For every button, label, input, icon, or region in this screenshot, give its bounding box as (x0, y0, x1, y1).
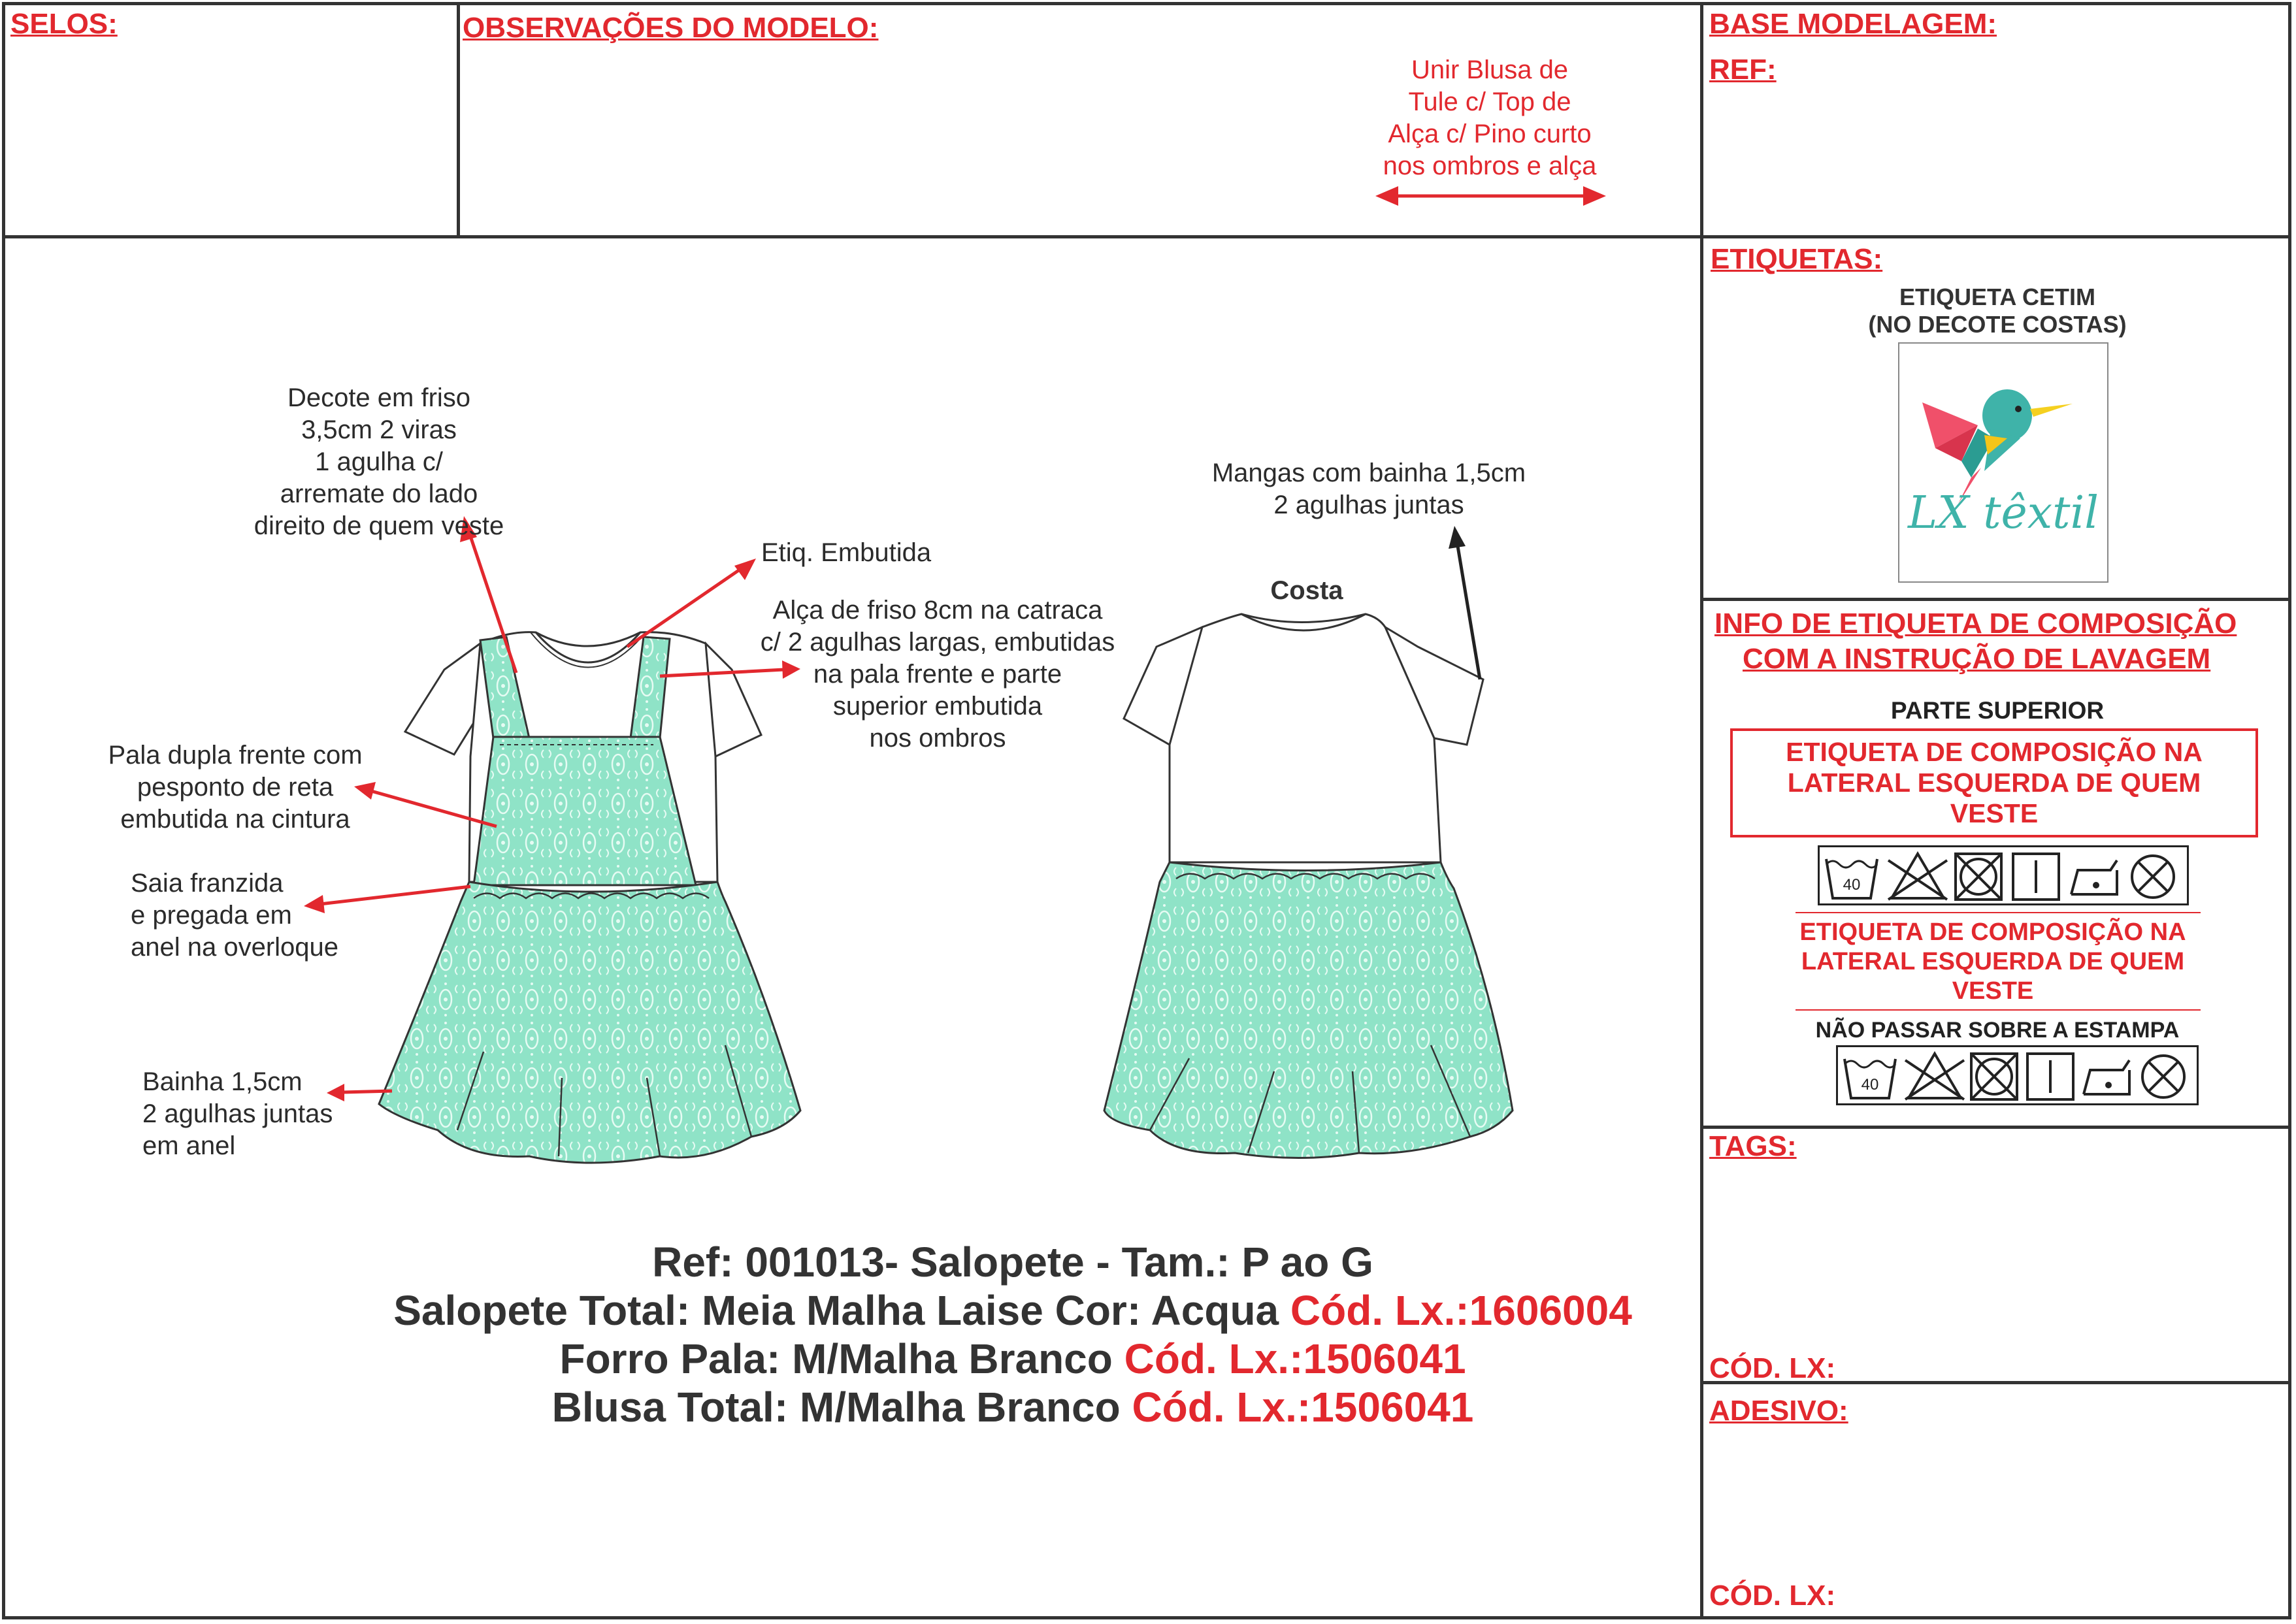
cod-lx-adesivo: CÓD. LX: (1709, 1580, 1836, 1612)
composition-box2-line: LATERAL ESQUERDA DE QUEM (1801, 948, 2185, 975)
product-forro-text: Forro Pala: M/Malha Branco (559, 1335, 1124, 1382)
composition-box2-line: VESTE (1952, 977, 2034, 1005)
observation-line: Unir Blusa de (1411, 56, 1569, 84)
annotation-decote-line: direito de quem veste (254, 512, 504, 540)
annotation-decote-line: arremate do lado (280, 479, 478, 508)
annotation-alca-line: na pala frente e parte (813, 660, 1062, 689)
front-left-sleeve (405, 643, 480, 755)
annotation-saia-line: Saia franzida (131, 869, 284, 898)
composition-box2-line: ETIQUETA DE COMPOSIÇÃO NA (1799, 918, 2186, 946)
annotation-mangas-line: Mangas com bainha 1,5cm (1211, 459, 1526, 487)
annotation-decote (216, 382, 542, 542)
costa-label: Costa (1270, 576, 1343, 605)
observacoes-header: OBSERVAÇÕES DO MODELO: (463, 12, 879, 44)
observation-line: Tule c/ Top de (1408, 88, 1571, 116)
annotation-pala-line: pesponto de reta (137, 773, 334, 802)
cod-lx-tags: CÓD. LX: (1709, 1352, 1836, 1384)
annotation-bainha (142, 1066, 333, 1162)
annotation-alca (735, 594, 1140, 755)
product-description (65, 1238, 1960, 1431)
annotation-alca-line: superior embutida (832, 692, 1043, 721)
front-skirt (379, 882, 800, 1163)
product-salopete-code: Cód. Lx.:1606004 (1290, 1287, 1632, 1334)
annotation-bainha-line: 2 agulhas juntas (142, 1099, 333, 1128)
wash-temp-text: 40 (1861, 1076, 1879, 1094)
selos-header: SELOS: (10, 8, 118, 40)
mangas-arrow (1449, 526, 1480, 679)
annotation-alca-line: Alça de friso 8cm na catraca (772, 596, 1103, 625)
annotation-pala-line: Pala dupla frente com (108, 741, 363, 770)
product-salopete-text: Salopete Total: Meia Malha Laise Cor: Acqua (393, 1287, 1290, 1334)
ref-header: REF: (1709, 54, 1777, 86)
annotation-bainha-line: em anel (142, 1131, 236, 1160)
annotation-alca-line: nos ombros (869, 724, 1006, 753)
product-forro-line (65, 1335, 1960, 1383)
back-garment (1104, 614, 1513, 1158)
brand-name: LX têxtil (1908, 487, 2099, 539)
warning-text: NÃO PASSAR SOBRE A ESTAMPA (1815, 1018, 2180, 1043)
adesivo-header: ADESIVO: (1709, 1395, 1848, 1427)
annotation-pala-line: embutida na cintura (120, 805, 350, 834)
observation-line: Alça c/ Pino curto (1388, 120, 1592, 148)
product-blusa-line (65, 1383, 1960, 1431)
product-salopete-line (65, 1286, 1960, 1335)
product-blusa-text: Blusa Total: M/Malha Branco (551, 1384, 1132, 1431)
back-skirt (1104, 862, 1513, 1158)
annotation-saia-line: anel na overloque (131, 933, 339, 962)
annotation-mangas (1196, 457, 1542, 521)
annotation-etiq: Etiq. Embutida (761, 538, 932, 567)
product-blusa-code: Cód. Lx.:1506041 (1132, 1384, 1474, 1431)
front-bib (474, 737, 696, 885)
annotation-mangas-line: 2 agulhas juntas (1273, 491, 1464, 519)
annotation-decote-line: 1 agulha c/ (315, 447, 443, 476)
etiqueta-cetim-line1: ETIQUETA CETIM (1899, 284, 2095, 310)
product-forro-code: Cód. Lx.:1506041 (1124, 1335, 1466, 1382)
composition-box1-line: VESTE (1950, 798, 2039, 828)
tags-header: TAGS: (1709, 1130, 1797, 1162)
annotation-decote-line: 3,5cm 2 viras (301, 415, 457, 444)
etiquetas-header: ETIQUETAS: (1711, 243, 1883, 275)
base-modelagem-header: BASE MODELAGEM: (1709, 8, 1997, 40)
composition-box1-line: ETIQUETA DE COMPOSIÇÃO NA (1786, 737, 2203, 767)
annotation-decote-line: Decote em friso (287, 383, 471, 412)
annotation-saia (131, 868, 338, 964)
wash-temp-text: 40 (1843, 876, 1861, 894)
annotation-bainha-line: Bainha 1,5cm (142, 1067, 303, 1096)
annotation-pala (78, 739, 392, 836)
info-header-line2: COM A INSTRUÇÃO DE LAVAGEM (1743, 643, 2211, 675)
info-header-line1: INFO DE ETIQUETA DE COMPOSIÇÃO (1714, 608, 2237, 640)
product-ref-line: Ref: 001013- Salopete - Tam.: P ao G (652, 1239, 1373, 1286)
composition-box1-line: LATERAL ESQUERDA DE QUEM (1787, 768, 2201, 798)
parte-superior-label: PARTE SUPERIOR (1890, 697, 2105, 724)
etiqueta-cetim-line2: (NO DECOTE COSTAS) (1868, 311, 2127, 338)
annotation-alca-line: c/ 2 agulhas largas, embutidas (760, 628, 1115, 657)
observation-line: nos ombros e alça (1383, 152, 1597, 180)
annotation-saia-line: e pregada em (131, 901, 292, 930)
